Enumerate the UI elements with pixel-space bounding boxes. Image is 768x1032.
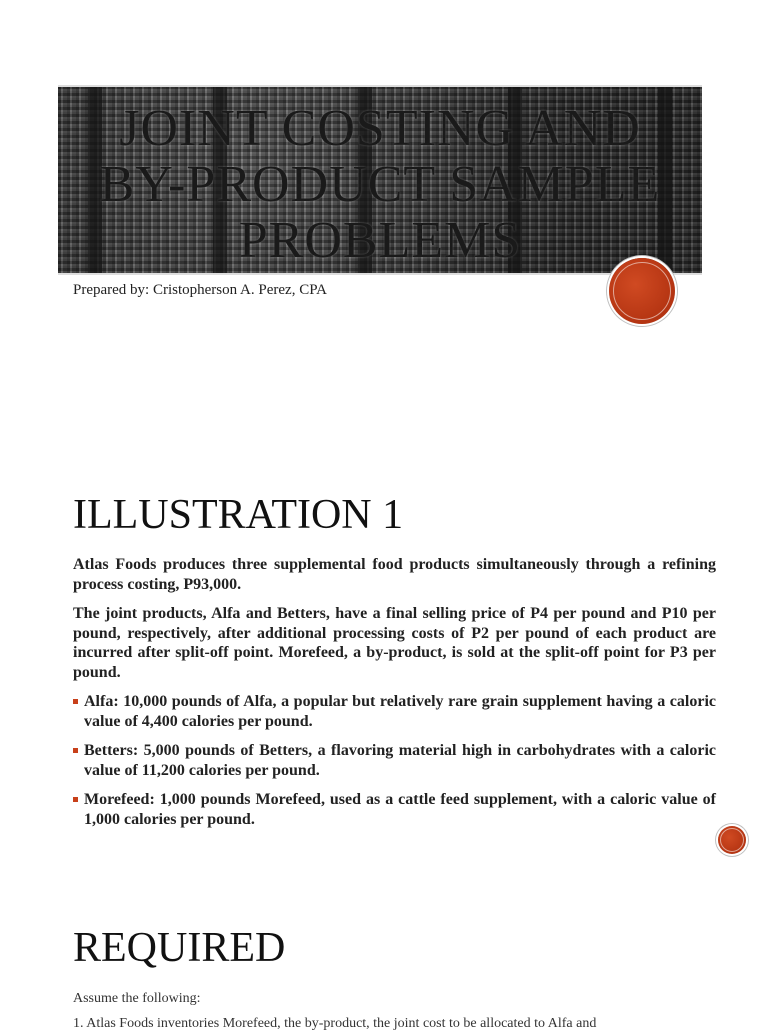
list-item (73, 790, 716, 829)
decorative-circle-icon (718, 826, 746, 854)
list-item-text: Betters: 5,000 pounds of Betters, a flavoring material high in carbohydrates with a caloric value of 11,200 calories per pound. (84, 742, 716, 779)
list-item (73, 741, 716, 780)
slide-title (58, 101, 702, 269)
list-item (73, 692, 716, 731)
problem-paragraph: The joint products, Alfa and Betters, have a final selling price of P4 per pound and P10 per pound, respectively, after additional processing costs of P2 per pound of each product are incurred after split-off point. Morefeed, a by-product, is sold at the split-off point for P3 per pound. (73, 605, 716, 681)
title-banner (58, 85, 702, 275)
bullet-square-icon (73, 699, 78, 704)
problem-paragraph: Atlas Foods produces three supplemental food products simultaneously through a refining process costing, P93,000. (73, 556, 716, 593)
author-subtitle: Prepared by: Cristopherson A. Perez, CPA (73, 282, 328, 298)
bullet-square-icon (73, 797, 78, 802)
intro-text: Assume the following: (73, 991, 201, 1006)
title-line: PROBLEMS (238, 212, 522, 269)
list-item-text: Morefeed: 1,000 pounds Morefeed, used as a cattle feed supplement, with a caloric value of 1,000 calories per pound. (84, 791, 716, 828)
section-heading: REQUIRED (73, 925, 286, 971)
title-line: BY-PRODUCT SAMPLE (99, 156, 661, 213)
section-heading: ILLUSTRATION 1 (73, 492, 404, 538)
bullet-square-icon (73, 748, 78, 753)
product-list (73, 692, 716, 839)
numbered-item-partial: 1. Atlas Foods inventories Morefeed, the by-product, the joint cost to be allocated to Alfa and (73, 1016, 597, 1031)
list-item-text: Alfa: 10,000 pounds of Alfa, a popular but relatively rare grain supplement having a caloric value of 4,400 calories per pound. (84, 693, 716, 730)
title-line: JOINT COSTING AND (119, 100, 641, 157)
decorative-circle-icon (609, 258, 675, 324)
